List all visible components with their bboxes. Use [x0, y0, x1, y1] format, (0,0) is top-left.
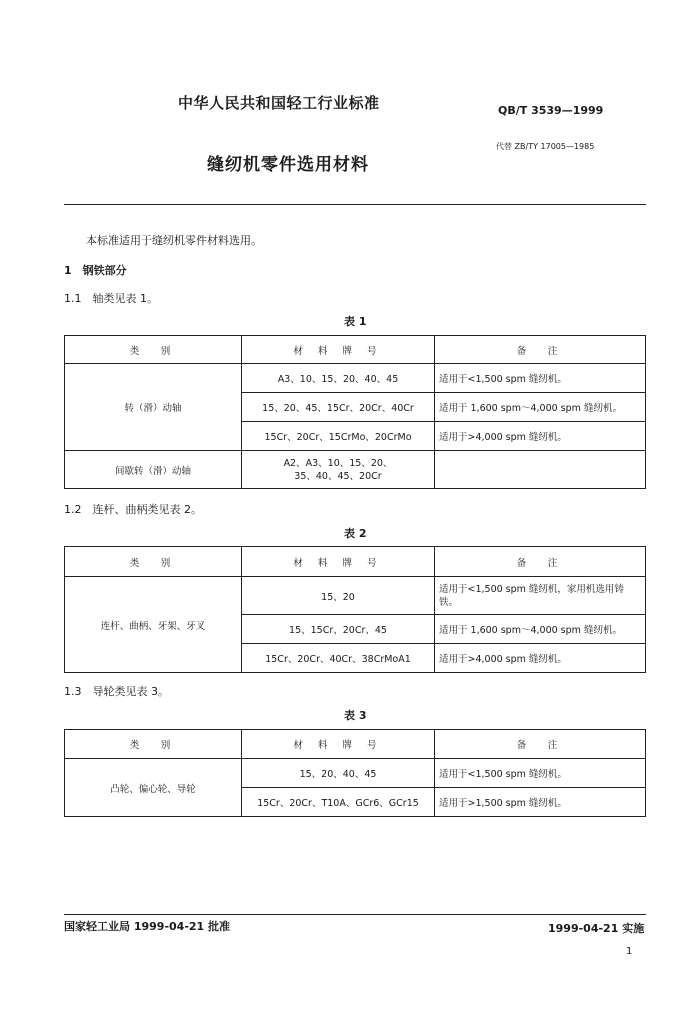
- material-cell: A3、10、15、20、40、45: [242, 364, 435, 393]
- material-cell: 15Cr、20Cr、T10A、GCr6、GCr15: [242, 788, 435, 817]
- category-cell: 连杆、曲柄、牙架、牙叉: [65, 577, 242, 673]
- section-1-heading: 1 钢铁部分: [64, 264, 127, 277]
- remark-cell: [435, 451, 646, 489]
- material-cell: 15、20、45、15Cr、20Cr、40Cr: [242, 393, 435, 422]
- table-row: [65, 451, 646, 489]
- remark-cell: 适用于 1,600 spm～4,000 spm 缝纫机。: [435, 615, 646, 644]
- remark-cell: 适用于>4,000 spm 缝纫机。: [435, 422, 646, 451]
- header-category: 类 别: [65, 547, 242, 577]
- scope-paragraph: 本标准适用于缝纫机零件材料选用。: [86, 234, 262, 247]
- table-3: [64, 729, 646, 817]
- remark-cell: 适用于<1,500 spm 缝纫机。: [435, 759, 646, 788]
- header-category: 类 别: [65, 336, 242, 364]
- header-remark: 备 注: [435, 730, 646, 759]
- page-number: 1: [626, 946, 633, 957]
- material-cell: 15、20: [242, 577, 435, 615]
- table-1-caption: 表 1: [344, 315, 367, 328]
- effective-date: 1999-04-21 实施: [548, 922, 645, 935]
- issuing-body: 中华人民共和国轻工行业标准: [178, 94, 380, 112]
- table-3-caption: 表 3: [344, 709, 367, 722]
- remark-cell: 适用于>1,500 spm 缝纫机。: [435, 788, 646, 817]
- category-cell: 转（滑）动轴: [65, 364, 242, 451]
- header-divider: [64, 204, 646, 205]
- material-cell: 15、20、40、45: [242, 759, 435, 788]
- table-row: [65, 577, 646, 615]
- remark-cell: 适用于<1,500 spm 缝纫机。: [435, 364, 646, 393]
- material-cell: 15Cr、20Cr、40Cr、38CrMoA1: [242, 644, 435, 673]
- table-row: [65, 759, 646, 788]
- header-material: 材 料 牌 号: [242, 336, 435, 364]
- section-1-1: 1.1 轴类见表 1。: [64, 292, 158, 305]
- standard-code: QB/T 3539—1999: [498, 104, 604, 117]
- header-material: 材 料 牌 号: [242, 547, 435, 577]
- category-cell: 凸轮、偏心轮、导轮: [65, 759, 242, 817]
- material-cell: A2、A3、10、15、20、35、40、45、20Cr: [242, 451, 435, 489]
- remark-cell: 适用于>4,000 spm 缝纫机。: [435, 644, 646, 673]
- table-row: [65, 364, 646, 393]
- table-1: [64, 335, 646, 489]
- table-2: [64, 546, 646, 673]
- footer-divider: [64, 914, 646, 915]
- document-title: 缝纫机零件选用材料: [207, 155, 369, 175]
- approval-note: 国家轻工业局 1999-04-21 批准: [64, 920, 231, 933]
- section-1-3: 1.3 导轮类见表 3。: [64, 685, 169, 698]
- remark-cell: 适用于 1,600 spm～4,000 spm 缝纫机。: [435, 393, 646, 422]
- table-2-caption: 表 2: [344, 527, 367, 540]
- header-remark: 备 注: [435, 547, 646, 577]
- header-material: 材 料 牌 号: [242, 730, 435, 759]
- remark-cell: 适用于<1,500 spm 缝纫机，家用机选用铸铁。: [435, 577, 646, 615]
- header-category: 类 别: [65, 730, 242, 759]
- section-1-2: 1.2 连杆、曲柄类见表 2。: [64, 503, 202, 516]
- material-cell: 15、15Cr、20Cr、45: [242, 615, 435, 644]
- header-remark: 备 注: [435, 336, 646, 364]
- category-cell: 间歇转（滑）动轴: [65, 451, 242, 489]
- material-cell: 15Cr、20Cr、15CrMo、20CrMo: [242, 422, 435, 451]
- replaces-standard: 代替 ZB/TY 17005—1985: [496, 142, 595, 151]
